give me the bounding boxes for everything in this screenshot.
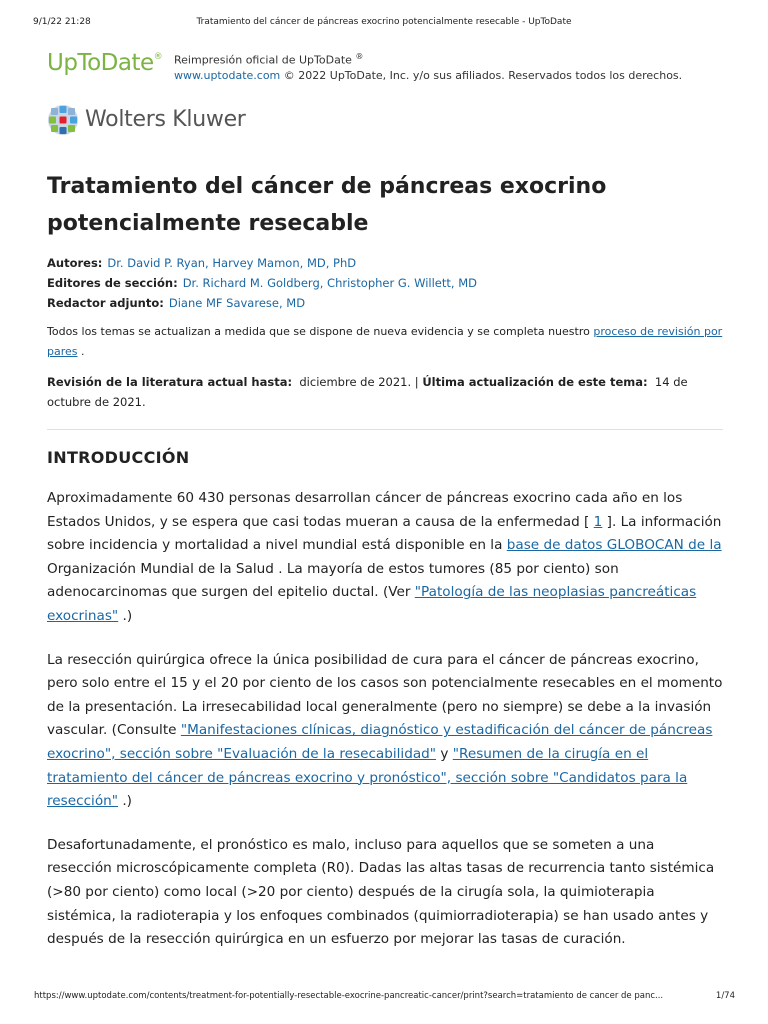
editors-row: [47, 273, 723, 293]
registered-mark: ®: [153, 52, 163, 62]
article-credits: [47, 253, 723, 313]
update-note: [47, 322, 723, 362]
review-date: diciembre de 2021.: [299, 375, 412, 389]
revision-info: [47, 372, 723, 412]
reprint-text: Reimpresión oficial de UpToDate: [174, 53, 352, 67]
page-number: 1/74: [715, 991, 735, 1001]
copyright-line: [174, 69, 682, 82]
authors-row: [47, 253, 723, 273]
deputy-editor-row: [47, 293, 723, 313]
uptodate-logo[interactable]: [47, 50, 162, 76]
update-note-end: .: [81, 345, 85, 358]
update-note-text: Todos los temas se actualizan a medida que se dispone de nueva evidencia y se completa nuestro: [47, 325, 590, 338]
article-title: Tratamiento del cáncer de páncreas exocrino potencialmente resecable: [47, 174, 607, 236]
intro-paragraph-3: [47, 834, 723, 952]
print-page-title: Tratamiento del cáncer de páncreas exocrino potencialmente resecable - UpToDate: [196, 17, 572, 27]
print-url: https://www.uptodate.com/contents/treatment-for-potentially-resectable-exocrine-pancreatic-cancer/print?search=tratamiento de cancer de panc...: [34, 991, 664, 1001]
intro-paragraph-2: [47, 649, 723, 814]
p1-text-3: Organización Mundial de la Salud . La mayoría de estos tumores (85 por ciento) son adenocarcinomas que surgen del epitelio ductal. (Ver: [47, 560, 619, 601]
intro-paragraph-1: [47, 487, 723, 629]
section-heading: INTRODUCCIÓN: [47, 448, 190, 467]
print-header: [0, 17, 768, 31]
deputy-editor-label: Redactor adjunto:: [47, 296, 164, 310]
authors-label: Autores:: [47, 256, 103, 270]
updated-date: 14 de octubre de 2021.: [47, 375, 688, 409]
peer-review-link[interactable]: proceso de revisión por pares: [47, 325, 723, 358]
article-content: [47, 168, 723, 965]
wolters-kluwer-globe-icon: [47, 104, 79, 136]
copyright-text: © 2022 UpToDate, Inc. y/o sus afiliados. Reservados todos los derechos.: [283, 69, 683, 82]
p1-text-4: .): [122, 607, 133, 624]
staging-topic-link[interactable]: "Manifestaciones clínicas, diagnóstico y estadificación del cáncer de páncreas exocrino", sección sobre "Evaluación de la resecabilidad": [47, 722, 713, 762]
globocan-link[interactable]: base de datos GLOBOCAN de la: [506, 537, 722, 554]
p1-text-1: Aproximadamente 60 430 personas desarrollan cáncer de páncreas exocrino cada año en los Estados Unidos, y se espera que casi todas mueran a causa de la enfermedad [: [47, 490, 683, 530]
site-link[interactable]: www.uptodate.com: [174, 69, 281, 82]
editors-link[interactable]: Dr. Richard M. Goldberg, Christopher G. Willett, MD: [182, 276, 477, 290]
print-footer: [0, 991, 768, 1005]
p2-text-1: La resección quirúrgica ofrece la única posibilidad de cura para el cáncer de páncreas exocrino, pero solo entre el 15 y el 20 por ciento de los casos son potencialmente resecables en el momento de la presentación. La irresecabilidad local generalmente (pero no siempre) se debe a la invasión vascular. (Consulte: [47, 651, 723, 739]
reprint-notice: [174, 52, 363, 67]
uptodate-logo-text: UpToDate: [47, 50, 154, 76]
surgery-topic-link[interactable]: "Resumen de la cirugía en el tratamiento del cáncer de páncreas exocrino y pronóstico", sección sobre "Candidatos para la resección": [47, 745, 688, 810]
deputy-editor-link[interactable]: Diane MF Savarese, MD: [168, 296, 306, 310]
p2-text-3: .): [122, 793, 132, 810]
authors-link[interactable]: Dr. David P. Ryan, Harvey Mamon, MD, PhD: [107, 256, 357, 270]
reference-link[interactable]: 1: [593, 513, 603, 530]
revision-separator: |: [414, 375, 419, 389]
p2-text-2: y: [440, 745, 449, 762]
section-divider: [47, 429, 723, 430]
p3-text-1: Desafortunadamente, el pronóstico es malo, incluso para aquellos que se someten a una resección microscópicamente completa (R0). Dadas las altas tasas de recurrencia tanto sistémica (>80 por ciento) como local (>20 por ciento) después de la cirugía sola, la quimioterapia sistémica, la radioterapia y los enfoques combinados (quimiorradioterapia) se han usado antes y después de la resección quirúrgica en un esfuerzo por mejorar las tasas de curación.: [47, 836, 715, 948]
updated-label: Última actualización de este tema:: [422, 375, 648, 389]
reprint-registered-mark: ®: [355, 52, 364, 61]
pathology-topic-link[interactable]: "Patología de las neoplasias pancreáticas exocrinas": [47, 584, 697, 624]
p1-text-2: ]. La información sobre incidencia y mortalidad a nivel mundial está disponible en la: [47, 513, 722, 554]
print-date: 9/1/22 21:28: [33, 17, 91, 27]
editors-label: Editores de sección:: [47, 276, 178, 290]
publisher-name: Wolters Kluwer: [85, 107, 246, 132]
review-label: Revisión de la literatura actual hasta:: [47, 375, 293, 389]
